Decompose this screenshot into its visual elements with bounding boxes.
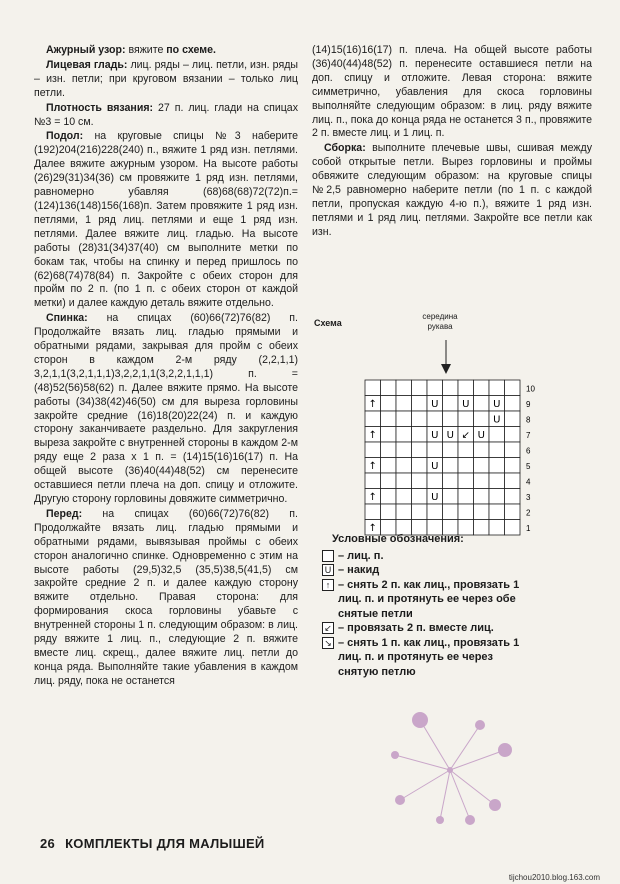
chart-cell bbox=[458, 411, 474, 427]
yarn-over-icon: U bbox=[493, 414, 501, 426]
legend bbox=[322, 532, 528, 679]
chart-cell bbox=[505, 504, 521, 520]
double-decrease-icon: ↑ bbox=[368, 461, 377, 472]
chart-row-number: 3 bbox=[526, 493, 531, 502]
chart-cell bbox=[505, 380, 521, 396]
chart-cell bbox=[412, 411, 428, 427]
center-arrow-head bbox=[441, 364, 451, 374]
gauge-paragraph: Плотность вязания: 27 п. лиц. глади на спицах №3 = 10 см. bbox=[34, 101, 298, 128]
chart-cell bbox=[443, 380, 459, 396]
decorative-flower bbox=[380, 700, 520, 830]
watermark: tijchou2010.blog.163.com bbox=[508, 873, 600, 882]
chart-cell bbox=[443, 442, 459, 458]
section-title: КОМПЛЕКТЫ ДЛЯ МАЛЫШЕЙ bbox=[65, 836, 265, 851]
double-decrease-icon: ↑ bbox=[368, 492, 377, 503]
assembly-paragraph: Сборка: выполните плечевые швы, сшивая между собой открытые петли. Вырез горловины и проймы обвяжите следующим образом: на круговые спицы №2,5 равномерно наберите петли (по 1 п. с каждой петли, пропуская каждую 4-ю п.), вяжите 1 ряд изн. петлями и 1 ряд лиц. петлями. Закройте все петли как изн. bbox=[312, 142, 592, 238]
chart-cell bbox=[365, 473, 381, 489]
double-decrease-icon: ↑ bbox=[368, 523, 377, 534]
chart-grid bbox=[365, 380, 535, 535]
double-decrease-icon: ↑ bbox=[322, 579, 334, 591]
chart-cell bbox=[489, 442, 505, 458]
chart-row-number: 2 bbox=[526, 508, 531, 518]
page-footer bbox=[40, 836, 265, 851]
yarn-over-icon: U bbox=[493, 399, 501, 410]
chart-title: Схема bbox=[314, 318, 342, 328]
chart-cell bbox=[381, 380, 397, 396]
yarn-over-icon: U bbox=[446, 430, 454, 441]
left-column bbox=[34, 44, 298, 690]
chart-cell bbox=[474, 380, 490, 396]
chart-cell bbox=[396, 411, 412, 427]
chart-cell bbox=[474, 489, 490, 505]
legend-item-double-decrease: ↑ – снять 2 п. как лиц., провязать 1 лиц. п. и протянуть ее через обе снятые петли bbox=[322, 578, 528, 622]
chart-cell bbox=[505, 442, 521, 458]
knit-stitch-icon bbox=[322, 550, 334, 562]
chart-cell bbox=[427, 473, 443, 489]
chart-cell bbox=[427, 411, 443, 427]
chart-cell bbox=[443, 396, 459, 412]
chart-cell bbox=[396, 442, 412, 458]
chart-cell bbox=[381, 458, 397, 474]
continued-paragraph: (14)15(16)16(17) п. плеча. На общей высоте работы (36)40(44)48(52) п. перенесите оставшиеся петли на доп. спицу и отложите. Левая сторона: вяжите симметрично, убавления для скоса горловины выполняйте следующим образом: в лиц. ряду вяжите лиц. п., пока до конца ряда не останется 3 п., провяжите 2 п. вместе лиц. и 1 лиц. п. bbox=[312, 44, 592, 140]
chart-cell bbox=[412, 396, 428, 412]
chart-cell bbox=[505, 489, 521, 505]
chart-cell bbox=[458, 442, 474, 458]
ssk-icon: ↘ bbox=[322, 637, 334, 649]
chart-cell bbox=[505, 458, 521, 474]
chart-row-number: 5 bbox=[526, 462, 531, 471]
yarn-over-icon: U bbox=[431, 461, 439, 472]
chart-cell bbox=[458, 458, 474, 474]
chart-cell bbox=[381, 504, 397, 520]
k2tog-icon: ↙ bbox=[461, 430, 470, 441]
chart-cell bbox=[396, 396, 412, 412]
yarn-over-icon: U bbox=[322, 564, 334, 576]
chart-cell bbox=[489, 458, 505, 474]
pattern-paragraph: Ажурный узор: вяжите по схеме. bbox=[46, 44, 216, 56]
chart-cell bbox=[412, 442, 428, 458]
chart-cell bbox=[505, 427, 521, 443]
chart-cell bbox=[443, 504, 459, 520]
chart-cell bbox=[489, 489, 505, 505]
chart-row-number: 9 bbox=[526, 400, 531, 409]
yarn-over-icon: U bbox=[431, 430, 439, 441]
chart-cell bbox=[443, 458, 459, 474]
chart-row-number: 6 bbox=[526, 446, 531, 456]
chart-cell bbox=[458, 380, 474, 396]
chart-cell bbox=[412, 489, 428, 505]
chart-cell bbox=[365, 442, 381, 458]
page-number: 26 bbox=[40, 836, 56, 851]
yarn-over-icon: U bbox=[462, 399, 470, 410]
chart-cell bbox=[474, 473, 490, 489]
chart-cell bbox=[474, 442, 490, 458]
chart-cell bbox=[489, 504, 505, 520]
chart-cell bbox=[489, 427, 505, 443]
chart-cell bbox=[381, 411, 397, 427]
yarn-over-icon: U bbox=[431, 492, 439, 503]
chart-cell bbox=[396, 504, 412, 520]
legend-item-yarn-over: U – накид bbox=[322, 563, 528, 578]
knitting-chart bbox=[356, 340, 556, 534]
chart-cell bbox=[474, 504, 490, 520]
right-column bbox=[312, 44, 592, 241]
chart-cell bbox=[443, 473, 459, 489]
chart-cell bbox=[381, 396, 397, 412]
front-paragraph: Перед: на спицах (60)66(72)76(82) п. Продолжайте вязать лиц. гладью прямыми и обратными рядами, вывязывая проймы с обеих сторон аналогично спинке. Одновременно с этим на высоте работы (29,5)32,5 (35,5)38,5(41,5) см закройте средние 2 п. и далее каждую сторону вяжите отдельно. Правая сторона: для формирования скоса горловины убавьте с внутренней стороны 1 п. следующим образом: в лиц. ряду вяжите 1 лиц. п., следующие 2 п. вяжите вместе лиц. скрещ., далее вяжите лиц. петли до конца ряда. Выполняйте такие убавления в каждом лиц. ряду, пока не останется bbox=[34, 507, 298, 687]
back-paragraph: Спинка: на спицах (60)66(72)76(82) п. Продолжайте вязать лиц. гладью прямыми и обратными рядами, закрывая для пройм с обеих сторон в каждом 2-м ряду (2,2,1,1) 3,2,1,1(3,2,1,1,1)3,2,2,1,1(3,2,2,1,1,1) п. = (48)52(56)58(62) п. Далее вяжите прямо. На высоте работы (34)38(42)46(50) см для выреза горловины закройте средние (16)18(20)22(24) п. и каждую сторону заканчиваете раздельно. Для закругления выреза закройте с внутренней стороны в каждом 2-м ряду еще 2 раза х 1 п. = (14)15(16)16(17) п. На общей высоте (36)40(44)48(52) см перенесите оставшиеся петли плеча на доп. спицу и отложите. Другую сторону горловины довяжите симметрично. bbox=[34, 312, 298, 505]
chart-cell bbox=[365, 504, 381, 520]
chart-cell bbox=[365, 380, 381, 396]
chart-cell bbox=[458, 504, 474, 520]
chart-row-number: 10 bbox=[526, 384, 535, 394]
chart-cell bbox=[396, 380, 412, 396]
legend-item-knit: – лиц. п. bbox=[322, 549, 528, 564]
chart-row-number: 1 bbox=[526, 524, 531, 533]
chart-cell bbox=[381, 473, 397, 489]
chart-cell bbox=[412, 458, 428, 474]
legend-item-k2tog: ↙ – провязать 2 п. вместе лиц. bbox=[322, 621, 528, 636]
yarn-over-icon: U bbox=[431, 399, 439, 410]
chart-cell bbox=[443, 489, 459, 505]
yarn-over-icon: U bbox=[477, 430, 485, 441]
chart-cell bbox=[381, 442, 397, 458]
chart-cell bbox=[489, 473, 505, 489]
chart-cell bbox=[381, 489, 397, 505]
chart-cell bbox=[505, 473, 521, 489]
k2tog-icon: ↙ bbox=[322, 622, 334, 634]
chart-cell bbox=[474, 396, 490, 412]
hem-paragraph: Подол: на круговые спицы №3 наберите (192)204(216)228(240) п., вяжите 1 ряд изн. петлями. Далее вяжите ажурным узором. На высоте работы (26)29(31)34(36) см провяжите 1 ряд изн. петлями, равномерно убавляя (68)68(68)72(72)п.=(124)136(148)156(168)п. Затем провяжите 1 ряд изн. петлями, 1 ряд лиц. петлями и еще 1 ряд изн. петлями. Далее вяжите лиц. гладью. На высоте работы (28)31(34)37(40) см выполните метки по бокам так, чтобы на спинку и перед пришлось по (62)68(74)78(84) п. Закройте с обеих сторон для пройм по 2 п. (по 1 п. с обеих сторон от каждой метки) и далее каждую деталь вяжите отдельно. bbox=[34, 130, 298, 310]
chart-cell bbox=[412, 427, 428, 443]
chart-center-label: середина рукава bbox=[422, 312, 458, 331]
chart-cell bbox=[505, 411, 521, 427]
chart-cell bbox=[412, 380, 428, 396]
chart-cell bbox=[427, 380, 443, 396]
chart-row-number: 7 bbox=[526, 431, 531, 440]
chart-row-number: 8 bbox=[526, 415, 531, 425]
chart-cell bbox=[396, 427, 412, 443]
chart-cell bbox=[427, 504, 443, 520]
chart-cell bbox=[412, 504, 428, 520]
chart-cell bbox=[443, 411, 459, 427]
chart-cell bbox=[489, 380, 505, 396]
legend-title: Условные обозначения: bbox=[332, 533, 464, 545]
chart-cell bbox=[505, 396, 521, 412]
double-decrease-icon: ↑ bbox=[368, 430, 377, 441]
chart-cell bbox=[474, 458, 490, 474]
chart-cell bbox=[458, 489, 474, 505]
chart-cell bbox=[458, 473, 474, 489]
chart-cell bbox=[396, 473, 412, 489]
chart-cell bbox=[396, 489, 412, 505]
chart-cell bbox=[365, 411, 381, 427]
chart-cell bbox=[412, 473, 428, 489]
chart-cell bbox=[396, 458, 412, 474]
chart-cell bbox=[427, 442, 443, 458]
chart-row-number: 4 bbox=[526, 477, 531, 487]
double-decrease-icon: ↑ bbox=[368, 399, 377, 410]
chart-cell bbox=[381, 427, 397, 443]
legend-item-ssk: ↘ – снять 1 п. как лиц., провязать 1 лиц. п. и протянуть ее через снятую петлю bbox=[322, 636, 528, 680]
stockinette-paragraph: Лицевая гладь: лиц. ряды – лиц. петли, изн. ряды – изн. петли; при круговом вязании – только лиц петли. bbox=[34, 58, 298, 99]
chart-cell bbox=[474, 411, 490, 427]
